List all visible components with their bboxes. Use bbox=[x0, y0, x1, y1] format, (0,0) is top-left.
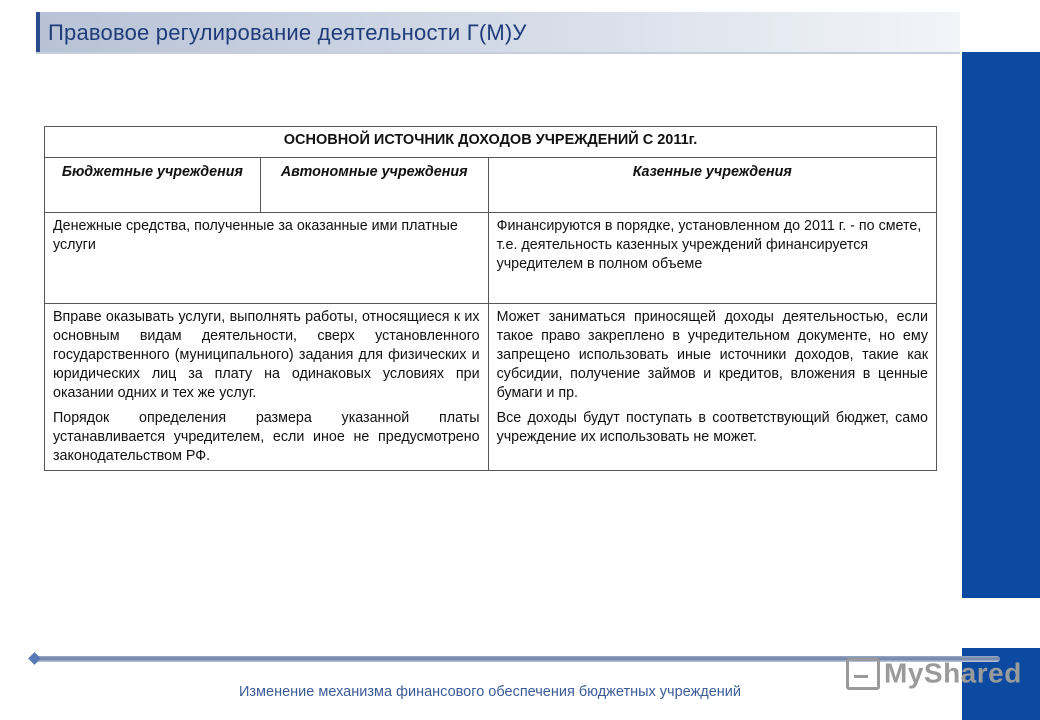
row2-right-paragraph-1: Может заниматься приносящей доходы деятельностью, если такое право закреплено в учредительном документе, но ему запрещено использовать иные источники доходов, такие как субсидии, получение займов и кредитов, вложения в ценные бумаги и пр. bbox=[496, 309, 928, 401]
row2-left-cell bbox=[45, 304, 489, 471]
row2-left-paragraph-1: Вправе оказывать услуги, выполнять работы, относящиеся к их основным видам деятельности, сверх установленного государственного (муниципального) задания для физических и юридических лиц за плату на одинаковых условиях при оказании одних и тех же услуг. bbox=[53, 309, 480, 401]
column-header-treasury: Казенные учреждения bbox=[488, 158, 936, 213]
column-header-autonomous: Автономные учреждения bbox=[260, 158, 488, 213]
income-sources-table bbox=[44, 126, 937, 471]
row2-left-paragraph-2: Порядок определения размера указанной платы устанавливается учредителем, если иное не предусмотрено законодательством РФ. bbox=[53, 410, 480, 464]
strip-top bbox=[962, 0, 1040, 52]
column-headers-row bbox=[45, 158, 937, 213]
row1-left-cell: Денежные средства, полученные за оказанные ими платные услуги bbox=[45, 213, 489, 304]
slide-footer: Изменение механизма финансового обеспечения бюджетных учреждений bbox=[238, 684, 742, 700]
logo-text: MyShared bbox=[884, 657, 1022, 689]
row2-right-cell bbox=[488, 304, 936, 471]
table-header-row bbox=[45, 127, 937, 158]
strip-white-band bbox=[962, 598, 1040, 648]
table-header: ОСНОВНОЙ ИСТОЧНИК ДОХОДОВ УЧРЕЖДЕНИЙ С 2011г. bbox=[45, 127, 937, 158]
title-accent-mark bbox=[36, 12, 40, 52]
table-row bbox=[45, 304, 937, 471]
right-decorative-strip bbox=[962, 0, 1040, 720]
divider-diamond bbox=[28, 652, 41, 665]
title-bar bbox=[36, 12, 960, 54]
row2-right-paragraph-2: Все доходы будут поступать в соответствующий бюджет, само учреждение их использовать не может. bbox=[496, 410, 928, 445]
table-row bbox=[45, 213, 937, 304]
column-header-budget: Бюджетные учреждения bbox=[45, 158, 261, 213]
slide-title: Правовое регулирование деятельности Г(М)У bbox=[48, 20, 527, 45]
row1-right-cell: Финансируются в порядке, установленном до 2011 г. - по смете, т.е. деятельность казенных учреждений финансируется учредителем в полном объеме bbox=[488, 213, 936, 304]
